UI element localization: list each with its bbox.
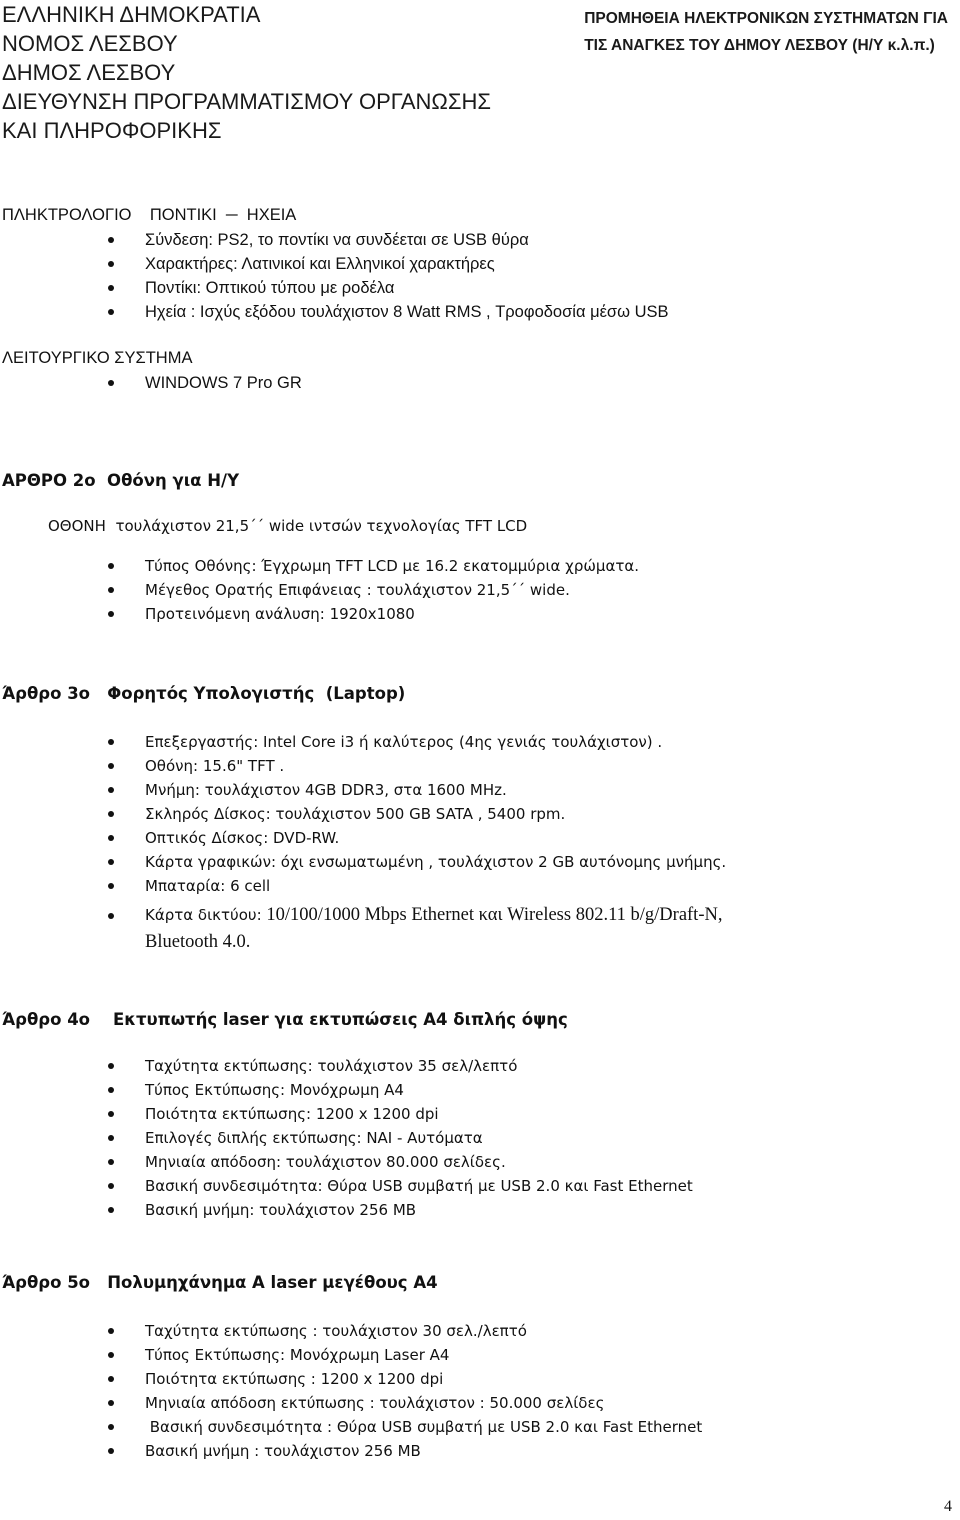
os-section bbox=[0, 345, 960, 395]
list-item: Οθόνη: 15.6" TFT . bbox=[0, 754, 960, 778]
list-item: Κάρτα γραφικών: όχι ενσωματωμένη , τουλάχιστον 2 GB αυτόνομης μνήμης. bbox=[0, 850, 960, 874]
article-title: Άρθρο 5ο Πολυμηχάνημα A laser μεγέθους Α4 bbox=[2, 1273, 438, 1292]
subject-line: ΤΙΣ ΑΝΑΓΚΕΣ ΤΟΥ ΔΗΜΟΥ ΛΕΣΒΟΥ (Η/Υ κ.λ.π.) bbox=[584, 37, 935, 54]
list-item: Προτεινόμενη ανάλυση: 1920x1080 bbox=[0, 602, 960, 626]
list-item: Τύπος Οθόνης: Έγχρωμη TFT LCD με 16.2 εκατομμύρια χρώματα. bbox=[0, 554, 960, 578]
bullet-list bbox=[0, 1319, 960, 1463]
article-5-section bbox=[0, 1269, 960, 1463]
list-item: Βασική μνήμη: τουλάχιστον 256 MB bbox=[0, 1198, 960, 1222]
article-2-section bbox=[0, 468, 960, 626]
list-item: Μνήμη: τουλάχιστον 4GB DDR3, στα 1600 MHz. bbox=[0, 778, 960, 802]
list-item: Επιλογές διπλής εκτύπωσης: ΝΑΙ - Αυτόματα bbox=[0, 1126, 960, 1150]
list-item: Χαρακτήρες: Λατινικοί και Ελληνικοί χαρακτήρες bbox=[0, 252, 960, 276]
bullet-list bbox=[0, 228, 960, 324]
issuer-line: ΔΙΕΥΘΥΝΣΗ ΠΡΟΓΡΑΜΜΑΤΙΣΜΟΥ ΟΡΓΑΝΩΣΗΣ bbox=[2, 89, 491, 114]
list-item-continuation bbox=[0, 929, 960, 956]
list-item-network bbox=[0, 902, 960, 929]
article-3-section bbox=[0, 680, 960, 956]
keyboard-section bbox=[0, 202, 960, 324]
list-item: Μηνιαία απόδοση εκτύπωσης : τουλάχιστον : 50.000 σελίδες bbox=[0, 1391, 960, 1415]
list-item: Επεξεργαστής: Intel Core i3 ή καλύτερος (4ης γενιάς τουλάχιστον) . bbox=[0, 730, 960, 754]
bullet-list bbox=[0, 730, 960, 898]
list-item: Μηνιαία απόδοση: τουλάχιστον 80.000 σελίδες. bbox=[0, 1150, 960, 1174]
issuer-line: ΔΗΜΟΣ ΛΕΣΒΟΥ bbox=[2, 60, 176, 85]
issuer-line: ΕΛΛΗΝΙΚΗ ΔΗΜΟΚΡΑΤΙΑ bbox=[2, 2, 261, 27]
list-item: Ποντίκι: Οπτικού τύπου με ροδέλα bbox=[0, 276, 960, 300]
list-item: Μπαταρία: 6 cell bbox=[0, 874, 960, 898]
article-title: Άρθρο 4ο Εκτυπωτής laser για εκτυπώσεις Α4 διπλής όψης bbox=[2, 1010, 568, 1029]
article-4-section bbox=[0, 1006, 960, 1222]
list-item: Ταχύτητα εκτύπωσης: τουλάχιστον 35 σελ/λεπτό bbox=[0, 1054, 960, 1078]
list-item: Σύνδεση: PS2, το ποντίκι να συνδέεται σε USB θύρα bbox=[0, 228, 960, 252]
network-spec: 10/100/1000 Mbps Ethernet και Wireless 802.11 b/g/Draft-N, bbox=[266, 905, 723, 925]
issuer-block bbox=[2, 0, 491, 145]
list-item: Ηχεία : Ισχύς εξόδου τουλάχιστον 8 Watt RMS , Τροφοδοσία μέσω USB bbox=[0, 300, 960, 324]
list-item: Βασική συνδεσιμότητα: Θύρα USB συμβατή με USB 2.0 και Fast Ethernet bbox=[0, 1174, 960, 1198]
list-item: Σκληρός Δίσκος: τουλάχιστον 500 GB SATA , 5400 rpm. bbox=[0, 802, 960, 826]
bullet-list bbox=[0, 1054, 960, 1222]
list-item: Ποιότητα εκτύπωσης: 1200 x 1200 dpi bbox=[0, 1102, 960, 1126]
list-item: Βασική συνδεσιμότητα : Θύρα USB συμβατή με USB 2.0 και Fast Ethernet bbox=[0, 1415, 960, 1439]
list-item: Ποιότητα εκτύπωσης : 1200 x 1200 dpi bbox=[0, 1367, 960, 1391]
list-item: WINDOWS 7 Pro GR bbox=[0, 371, 960, 395]
article-title: Άρθρο 3ο Φορητός Υπολογιστής (Laptop) bbox=[2, 684, 406, 703]
network-spec-cont: Bluetooth 4.0. bbox=[145, 932, 251, 952]
list-item: Τύπος Εκτύπωσης: Μονόχρωμη Α4 bbox=[0, 1078, 960, 1102]
issuer-line: ΝΟΜΟΣ ΛΕΣΒΟΥ bbox=[2, 31, 178, 56]
list-item: Βασική μνήμη : τουλάχιστον 256 MB bbox=[0, 1439, 960, 1463]
list-item: Τύπος Εκτύπωσης: Μονόχρωμη Laser A4 bbox=[0, 1343, 960, 1367]
section-title: ΠΛΗΚΤΡΟΛΟΓΙΟ ΠΟΝΤΙΚΙ ─ ΗΧΕΙΑ bbox=[2, 206, 297, 224]
bullet-list bbox=[0, 902, 960, 956]
list-item: Ταχύτητα εκτύπωσης : τουλάχιστον 30 σελ./λεπτό bbox=[0, 1319, 960, 1343]
page-number: 4 bbox=[944, 1498, 952, 1515]
subject-line: ΠΡΟΜΗΘΕΙΑ ΗΛΕΚΤΡΟΝΙΚΩΝ ΣΥΣΤΗΜΑΤΩΝ ΓΙΑ bbox=[584, 10, 948, 27]
bullet-list bbox=[0, 371, 960, 395]
article-subtitle: ΟΘΟΝΗ τουλάχιστον 21,5΄΄ wide ιντσών τεχνολογίας TFT LCD bbox=[48, 517, 528, 535]
issuer-line: ΚΑΙ ΠΛΗΡΟΦΟΡΙΚΗΣ bbox=[2, 118, 222, 143]
list-item: Οπτικός Δίσκος: DVD-RW. bbox=[0, 826, 960, 850]
section-title: ΛΕΙΤΟΥΡΓΙΚΟ ΣΥΣΤΗΜΑ bbox=[2, 349, 193, 367]
document-subject bbox=[584, 5, 948, 59]
bullet-list bbox=[0, 554, 960, 626]
network-label: Κάρτα δικτύου: bbox=[145, 906, 267, 924]
article-title: ΑΡΘΡΟ 2ο Οθόνη για Η/Υ bbox=[2, 471, 240, 490]
list-item: Μέγεθος Ορατής Επιφάνειας : τουλάχιστον 21,5΄΄ wide. bbox=[0, 578, 960, 602]
